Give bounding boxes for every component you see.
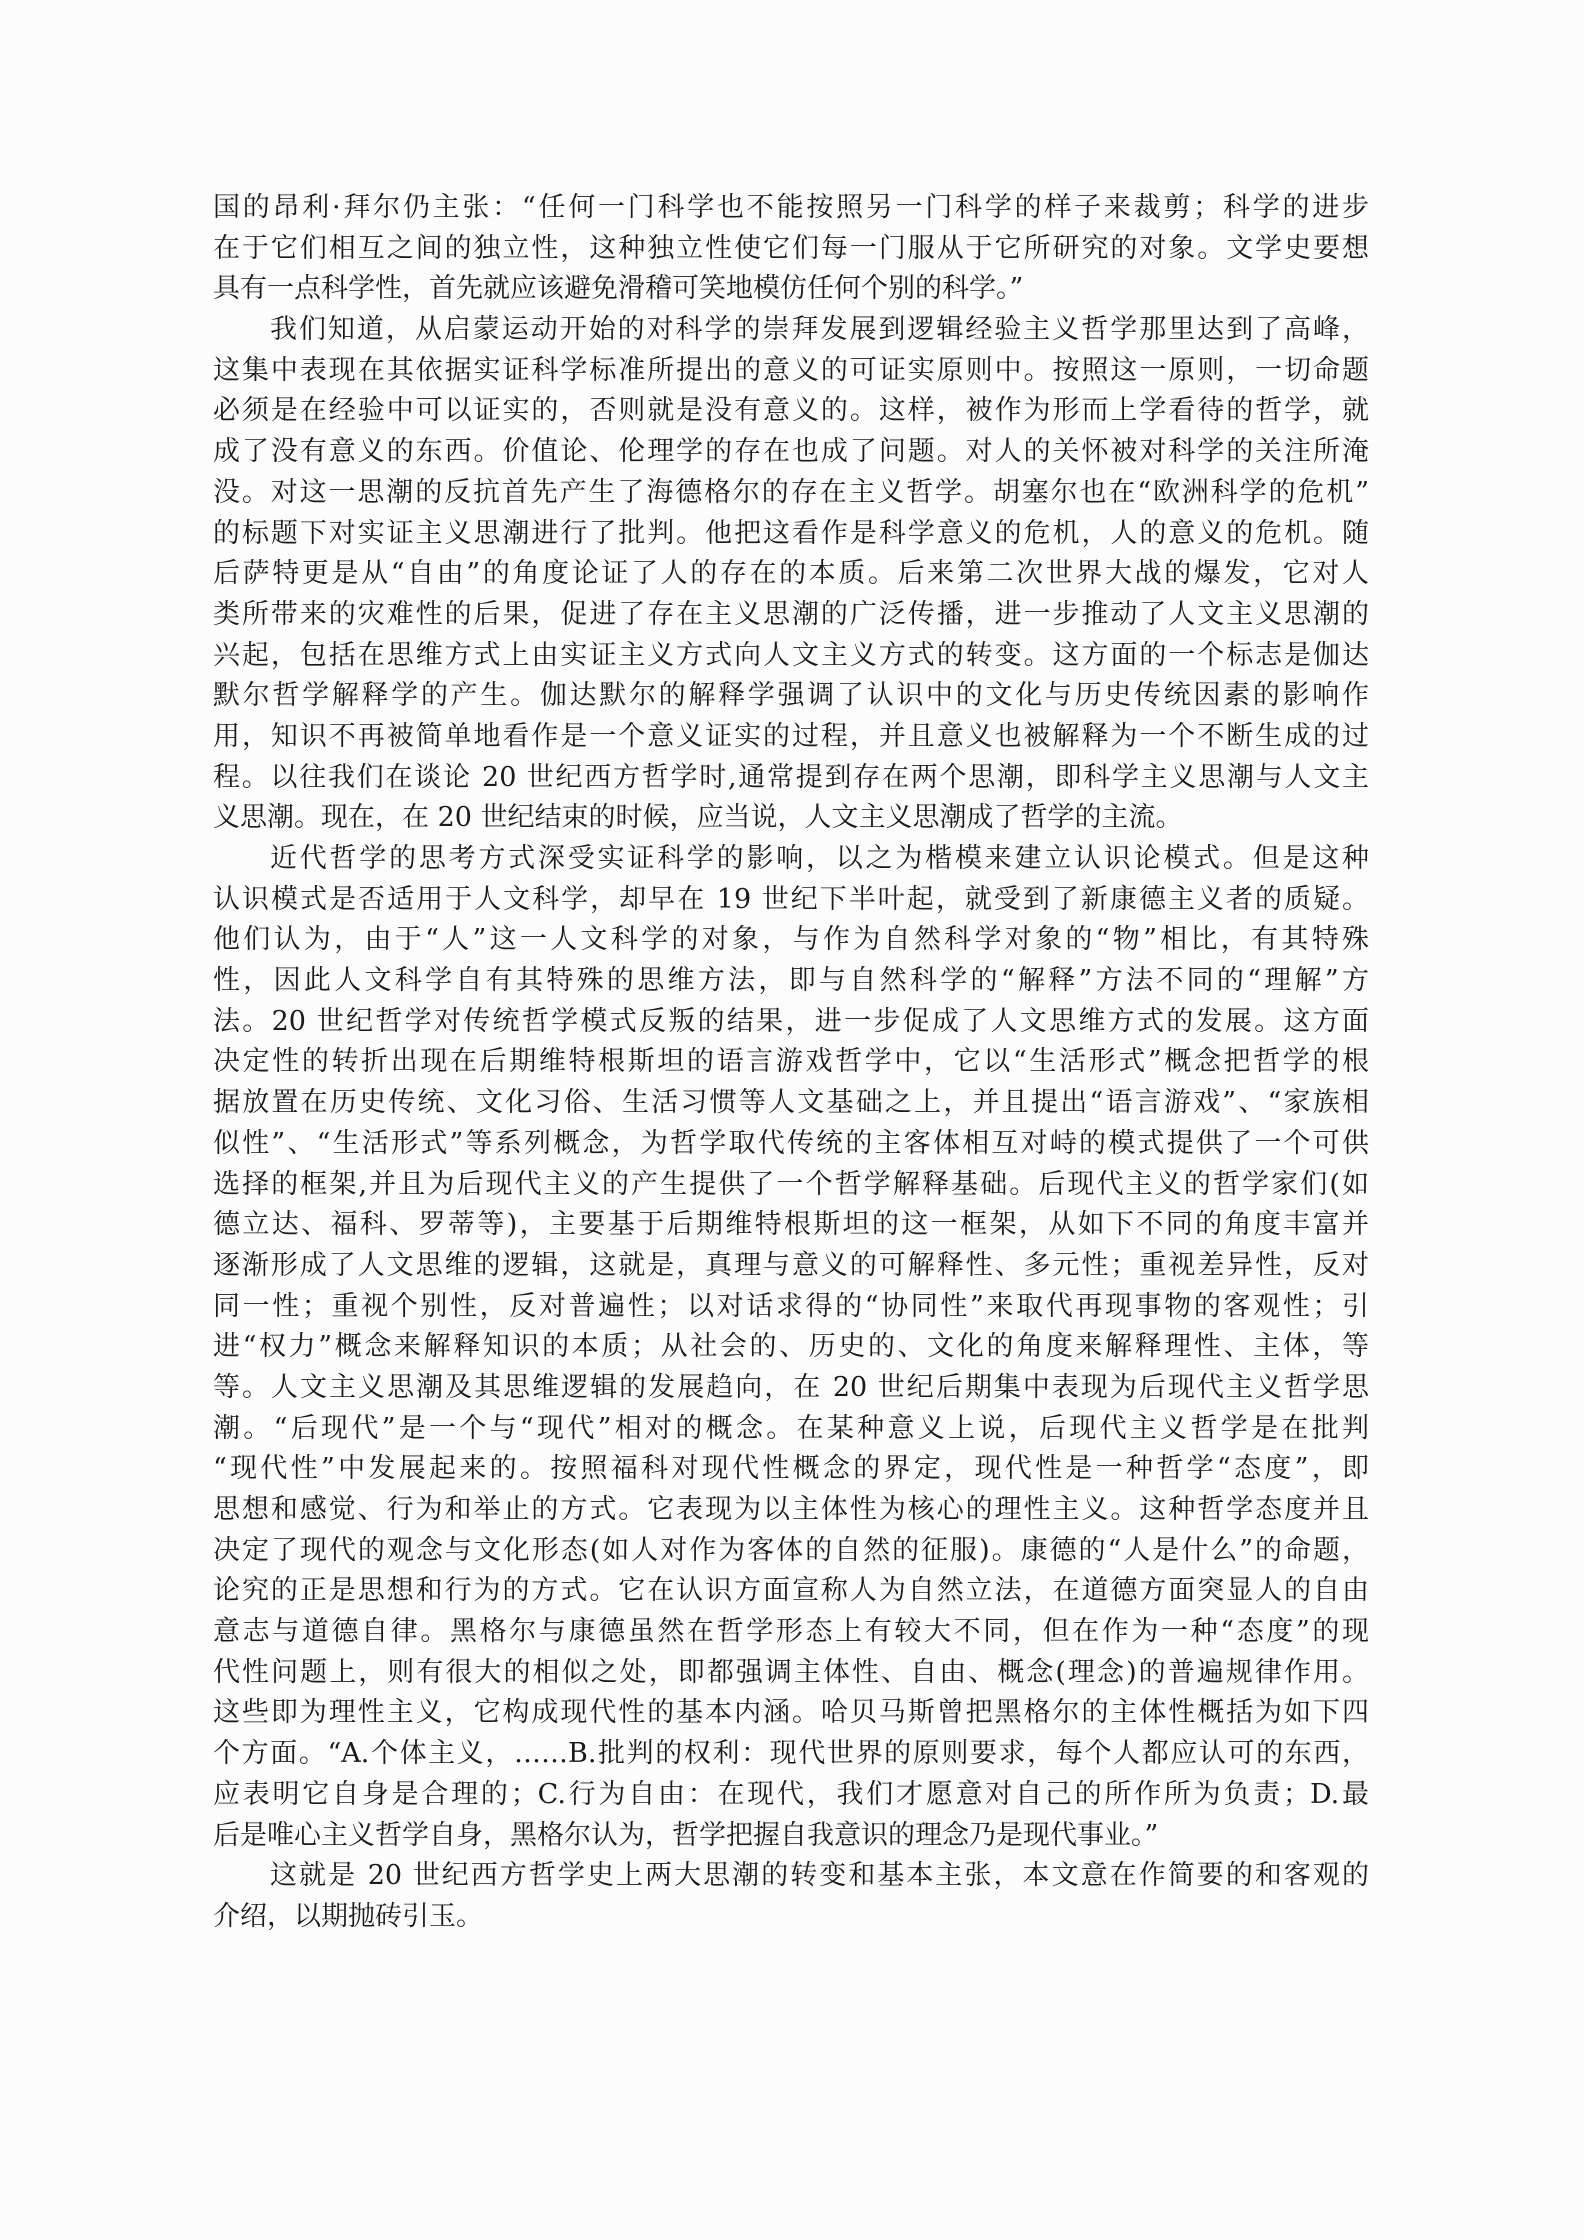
text-line: 这集中表现在其依据实证科学标准所提出的意义的可证实原则中。按照这一原则，一切命题 <box>213 354 1369 386</box>
paragraph <box>213 1856 1369 1937</box>
text-line: 意志与道德自律。黑格尔与康德虽然在哲学形态上有较大不同，但在作为一种“态度”的现 <box>213 1616 1369 1648</box>
text-line: 据放置在历史传统、文化习俗、生活习惯等人文基础之上，并且提出“语言游戏”、“家族相 <box>213 1087 1369 1119</box>
text-line: 兴起，包括在思维方式上由实证主义方式向人文主义方式的转变。这方面的一个标志是伽达 <box>213 639 1369 671</box>
text-line: 用，知识不再被简单地看作是一个意义证实的过程，并且意义也被解释为一个不断生成的过 <box>213 720 1369 752</box>
text-line: 代性问题上，则有很大的相似之处，即都强调主体性、自由、概念(理念)的普遍规律作用。 <box>213 1656 1369 1688</box>
text-line: 决定了现代的观念与文化形态(如人对作为客体的自然的征服)。康德的“人是什么”的命题， <box>213 1534 1369 1566</box>
text-line: 应表明它自身是合理的；C.行为自由：在现代，我们才愿意对自己的所作所为负责；D.最 <box>213 1778 1369 1810</box>
text-line: 成了没有意义的东西。价值论、伦理学的存在也成了问题。对人的关怀被对科学的关注所淹 <box>213 436 1369 468</box>
text-line: 没。对这一思潮的反抗首先产生了海德格尔的存在主义哲学。胡塞尔也在“欧洲科学的危机” <box>213 476 1369 508</box>
text-line: 个方面。“A.个体主义，……B.批判的权利：现代世界的原则要求，每个人都应认可的东西， <box>213 1738 1369 1770</box>
text-line: 性，因此人文科学自有其特殊的思维方法，即与自然科学的“解释”方法不同的“理解”方 <box>213 965 1369 997</box>
text-line: 在于它们相互之间的独立性，这种独立性使它们每一门服从于它所研究的对象。文学史要想 <box>213 232 1369 264</box>
text-line: 他们认为，由于“人”这一人文科学的对象，与作为自然科学对象的“物”相比，有其特殊 <box>213 924 1369 956</box>
text-line: 逐渐形成了人文思维的逻辑，这就是，真理与意义的可解释性、多元性；重视差异性，反对 <box>213 1249 1369 1281</box>
text-line: 进“权力”概念来解释知识的本质；从社会的、历史的、文化的角度来解释理性、主体，等 <box>213 1331 1369 1363</box>
text-line: 介绍，以期抛砖引玉。 <box>213 1900 483 1932</box>
text-line: 国的昂利·拜尔仍主张：“任何一门科学也不能按照另一门科学的样子来裁剪；科学的进步 <box>213 192 1369 223</box>
text-line: 思想和感觉、行为和举止的方式。它表现为以主体性为核心的理性主义。这种哲学态度并且 <box>213 1494 1369 1525</box>
text-line: 后是唯心主义哲学自身，黑格尔认为，哲学把握自我意识的理念乃是现代事业。” <box>213 1819 1159 1851</box>
text-line: 论究的正是思想和行为的方式。它在认识方面宣称人为自然立法，在道德方面突显人的自由 <box>213 1575 1369 1607</box>
text-line: 类所带来的灾难性的后果，促进了存在主义思潮的广泛传播，进一步推动了人文主义思潮的 <box>213 598 1369 630</box>
text-line: 具有一点科学性，首先就应该避免滑稽可笑地模仿任何个别的科学。” <box>213 273 1024 305</box>
text-line: 的标题下对实证主义思潮进行了批判。他把这看作是科学意义的危机，人的意义的危机。随 <box>213 517 1369 549</box>
text-line: 似性”、“生活形式”等系列概念，为哲学取代传统的主客体相互对峙的模式提供了一个可供 <box>213 1127 1369 1159</box>
text-line: 潮。“后现代”是一个与“现代”相对的概念。在某种意义上说，后现代主义哲学是在批判 <box>213 1412 1369 1444</box>
text-line: “现代性”中发展起来的。按照福科对现代性概念的界定，现代性是一种哲学“态度”，即 <box>213 1453 1369 1485</box>
paragraph <box>213 188 1369 310</box>
text-line: 法。20 世纪哲学对传统哲学模式反叛的结果，进一步促成了人文思维方式的发展。这方面 <box>213 1005 1369 1037</box>
text-line: 认识模式是否适用于人文科学，却早在 19 世纪下半叶起，就受到了新康德主义者的质疑。 <box>213 883 1369 915</box>
text-line: 这些即为理性主义，它构成现代性的基本内涵。哈贝马斯曾把黑格尔的主体性概括为如下四 <box>213 1697 1369 1729</box>
text-line: 近代哲学的思考方式深受实证科学的影响，以之为楷模来建立认识论模式。但是这种 <box>270 843 1369 874</box>
text-line: 默尔哲学解释学的产生。伽达默尔的解释学强调了认识中的文化与历史传统因素的影响作 <box>213 680 1369 712</box>
text-line: 等。人文主义思潮及其思维逻辑的发展趋向，在 20 世纪后期集中表现为后现代主义哲学思 <box>213 1371 1369 1403</box>
text-line: 同一性；重视个别性，反对普遍性；以对话求得的“协同性”来取代再现事物的客观性；引 <box>213 1290 1369 1322</box>
text-line: 这就是 20 世纪西方哲学史上两大思潮的转变和基本主张，本文意在作简要的和客观的 <box>270 1860 1369 1892</box>
body-text <box>213 188 1369 1938</box>
text-line: 德立达、福科、罗蒂等)，主要基于后期维特根斯坦的这一框架，从如下不同的角度丰富并 <box>213 1209 1369 1241</box>
text-line: 选择的框架,并且为后现代主义的产生提供了一个哲学解释基础。后现代主义的哲学家们(如 <box>213 1168 1369 1200</box>
text-line: 我们知道，从启蒙运动开始的对科学的崇拜发展到逻辑经验主义哲学那里达到了高峰， <box>270 314 1369 346</box>
paragraph <box>213 839 1369 1856</box>
text-line: 后萨特更是从“自由”的角度论证了人的存在的本质。后来第二次世界大战的爆发，它对人 <box>213 558 1369 590</box>
text-line: 程。以往我们在谈论 20 世纪西方哲学时,通常提到存在两个思潮，即科学主义思潮与人文主 <box>213 761 1369 793</box>
text-line: 必须是在经验中可以证实的，否则就是没有意义的。这样，被作为形而上学看待的哲学，就 <box>213 395 1369 427</box>
paragraph <box>213 310 1369 839</box>
text-line: 决定性的转折出现在后期维特根斯坦的语言游戏哲学中，它以“生活形式”概念把哲学的根 <box>213 1046 1369 1078</box>
text-line: 义思潮。现在，在 20 世纪结束的时候，应当说，人文主义思潮成了哲学的主流。 <box>213 802 1183 834</box>
